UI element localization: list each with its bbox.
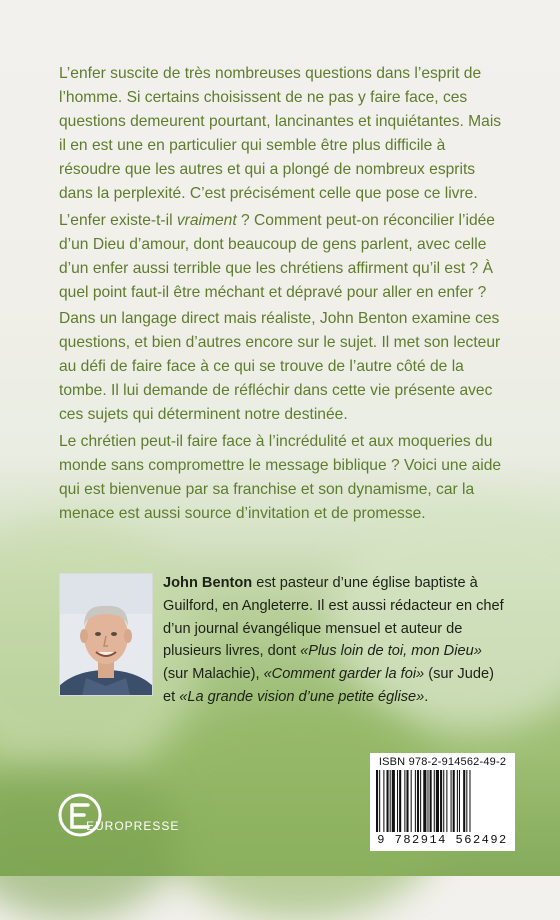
paragraph-text-start: L’enfer existe-t-il: [59, 212, 177, 229]
isbn-label: ISBN 978-2-914562-49-2: [378, 756, 507, 768]
book-title: «Plus loin de toi, mon Dieu»: [300, 643, 482, 660]
barcode-number: 9 782914 562492: [377, 833, 508, 847]
barcode-bar: [453, 770, 455, 832]
description-paragraph-3: [59, 307, 509, 427]
barcode-bar: [420, 770, 421, 832]
paragraph-text: [59, 209, 509, 305]
barcode-bar: [417, 770, 419, 832]
barcode-bar: [392, 770, 395, 832]
barcode-bar: [430, 770, 432, 832]
bio-text: (sur Malachie),: [163, 666, 264, 683]
bio-text: .: [424, 688, 429, 705]
bio-text: (sur Jude) et: [163, 666, 494, 705]
barcode-bar: [463, 770, 465, 832]
paragraph-text-end: ? Comment peut-on réconcilier l’idée d’un Dieu d’amour, dont beaucoup de gens parlent, avec celle d’un enfer aussi terrible que les chrétiens affirment qu’il est ? À quel point faut-il être méchant et dépravé pour aller en enfer ?: [59, 212, 495, 301]
book-title: «Comment garder la foi»: [263, 666, 425, 683]
barcode-bar: [397, 770, 398, 832]
barcode-bar: [383, 770, 384, 832]
barcode-bar: [415, 770, 416, 832]
description-paragraph-4: [59, 430, 509, 526]
paragraph-text: L’enfer suscite de très nombreuses questions dans l’esprit de l’homme. Si certains choisissent de ne pas y faire face, ces questions demeurent pourtant, lancinantes et inquiétantes. Mais il en est une en particulier qui semble être plus difficile à résoudre que les autres et qui a plongé de nombreux esprits dans la perplexité. C’est précisément celle que pose ce livre.: [59, 65, 502, 202]
barcode-bar: [423, 770, 426, 832]
description-paragraph-1: [59, 62, 509, 206]
barcode-bars: [376, 770, 509, 832]
barcode-bar: [440, 770, 442, 832]
barcode-bar: [387, 770, 389, 832]
barcode-bar: [451, 770, 452, 832]
bio-text: est pasteur d’une église baptiste à Guilford, en Angleterre. Il est aussi rédacteur en chef d’un journal évangélique mensuel et auteur de plusieurs livres, dont: [163, 575, 504, 660]
barcode: [370, 753, 515, 851]
author-photo: [59, 573, 153, 696]
paragraph-text: Dans un langage direct mais réaliste, John Benton examine ces questions, et bien d’autres encore sur le sujet. Il met son lecteur au défi de faire face à ce qui se trouve de l’autre côté de la tombe. Il lui demande de réfléchir dans cette vie présente avec ces sujets qui déterminent notre destinée.: [59, 310, 501, 423]
barcode-bar: [436, 770, 439, 832]
author-bio: [163, 572, 508, 709]
author-portrait-image: [60, 574, 152, 695]
barcode-bar: [390, 770, 391, 832]
emphasis-text: vraiment: [176, 212, 237, 229]
barcode-bar: [379, 770, 380, 832]
barcode-bar: [443, 770, 444, 832]
barcode-bar: [411, 770, 412, 832]
barcode-bar: [446, 770, 447, 832]
barcode-bar: [434, 770, 435, 832]
publisher-name: EUROPRESSE: [86, 819, 180, 833]
book-title: «La grande vision d’une petite église»: [179, 688, 425, 705]
barcode-bar: [406, 770, 408, 832]
barcode-bar: [459, 770, 460, 832]
barcode-bar: [466, 770, 467, 832]
barcode-bar: [399, 770, 401, 832]
barcode-bar: [457, 770, 458, 832]
barcode-bar: [404, 770, 405, 832]
barcode-bar: [427, 770, 428, 832]
barcode-bar: [469, 770, 470, 832]
author-name: John Benton: [163, 575, 253, 591]
barcode-bar: [376, 770, 378, 832]
paragraph-text: Le chrétien peut-il faire face à l’incrédulité et aux moqueries du monde sans compromettre le message biblique ? Voici une aide qui est bienvenue par sa franchise et son dynamisme, car la menace est aussi source d’invitation et de promesse.: [59, 433, 502, 522]
description-paragraph-2: [59, 209, 509, 305]
